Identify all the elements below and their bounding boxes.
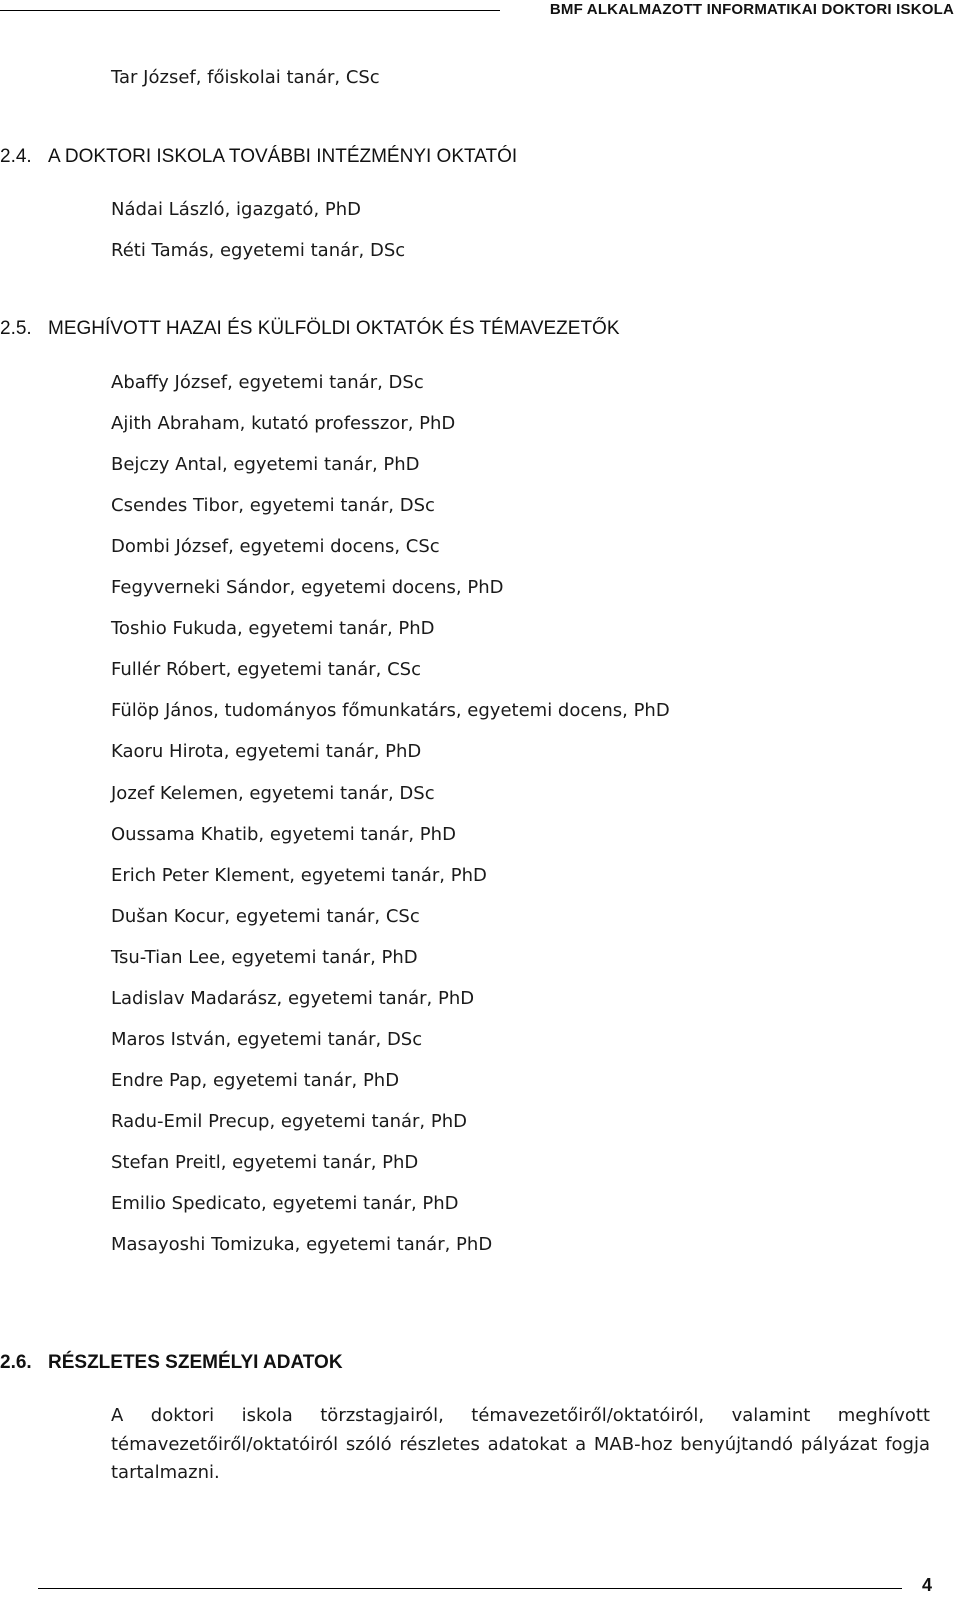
section-title: A DOKTORI ISKOLA TOVÁBBI INTÉZMÉNYI OKTATÓI [48, 146, 518, 167]
list-item: Stefan Preitl, egyetemi tanár, PhD [111, 1151, 419, 1173]
section-number: 2.5. [0, 318, 32, 339]
list-item: Kaoru Hirota, egyetemi tanár, PhD [111, 741, 422, 763]
list-item: Ladislav Madarász, egyetemi tanár, PhD [111, 987, 475, 1009]
list-item: Réti Tamás, egyetemi tanár, DSc [111, 240, 406, 261]
list-item: Masayoshi Tomizuka, egyetemi tanár, PhD [111, 1234, 493, 1256]
footer-rule [38, 1588, 902, 1589]
page-number: 4 [921, 1575, 932, 1595]
section-number: 2.6. [0, 1352, 32, 1373]
list-item: Bejczy Antal, egyetemi tanár, PhD [111, 454, 420, 476]
list-item: Oussama Khatib, egyetemi tanár, PhD [111, 823, 456, 845]
list-item: Tsu-Tian Lee, egyetemi tanár, PhD [111, 946, 418, 968]
section-heading-2-4 [0, 146, 517, 168]
section-title: RÉSZLETES SZEMÉLYI ADATOK [48, 1352, 343, 1373]
section-heading-2-5 [0, 318, 620, 340]
list-item: Radu-Emil Precup, egyetemi tanár, PhD [111, 1110, 468, 1132]
list-item: Nádai László, igazgató, PhD [111, 199, 362, 220]
header-title: BMF ALKALMAZOTT INFORMATIKAI DOKTORI ISKOLA [549, 1, 954, 18]
list-item: Maros István, egyetemi tanár, DSc [111, 1028, 423, 1050]
list-item: Jozef Kelemen, egyetemi tanár, DSc [111, 782, 435, 804]
list-item: Csendes Tibor, egyetemi tanár, DSc [111, 495, 435, 517]
section-title: MEGHÍVOTT HAZAI ÉS KÜLFÖLDI OKTATÓK ÉS TÉMAVEZETŐK [48, 318, 620, 339]
list-item: Ajith Abraham, kutató professzor, PhD [111, 413, 456, 435]
section-heading-2-6 [0, 1352, 343, 1374]
header-rule [0, 10, 500, 11]
list-item: Fullér Róbert, egyetemi tanár, CSc [111, 659, 421, 681]
list-item: Tar József, főiskolai tanár, CSc [111, 67, 380, 88]
list-item: Fülöp János, tudományos főmunkatárs, egyetemi docens, PhD [111, 700, 670, 722]
list-item: Erich Peter Klement, egyetemi tanár, PhD [111, 864, 487, 886]
section-number: 2.4. [0, 146, 32, 167]
list-item: Emilio Spedicato, egyetemi tanár, PhD [111, 1193, 459, 1214]
list-item: Endre Pap, egyetemi tanár, PhD [111, 1069, 400, 1091]
list-item: Fegyverneki Sándor, egyetemi docens, PhD [111, 577, 504, 599]
list-item: Dušan Kocur, egyetemi tanár, CSc [111, 905, 420, 927]
list-item: Dombi József, egyetemi docens, CSc [111, 536, 440, 558]
section-paragraph: A doktori iskola törzstagjairól, témavezetőiről/oktatóiról, valamint meghívott témavezetőiről/oktatóiról szóló részletes adatokat a MAB-hoz benyújtandó pályázat fogja tartalmazni. [111, 1405, 930, 1483]
list-item: Abaffy József, egyetemi tanár, DSc [111, 372, 424, 393]
list-item: Toshio Fukuda, egyetemi tanár, PhD [111, 618, 435, 640]
